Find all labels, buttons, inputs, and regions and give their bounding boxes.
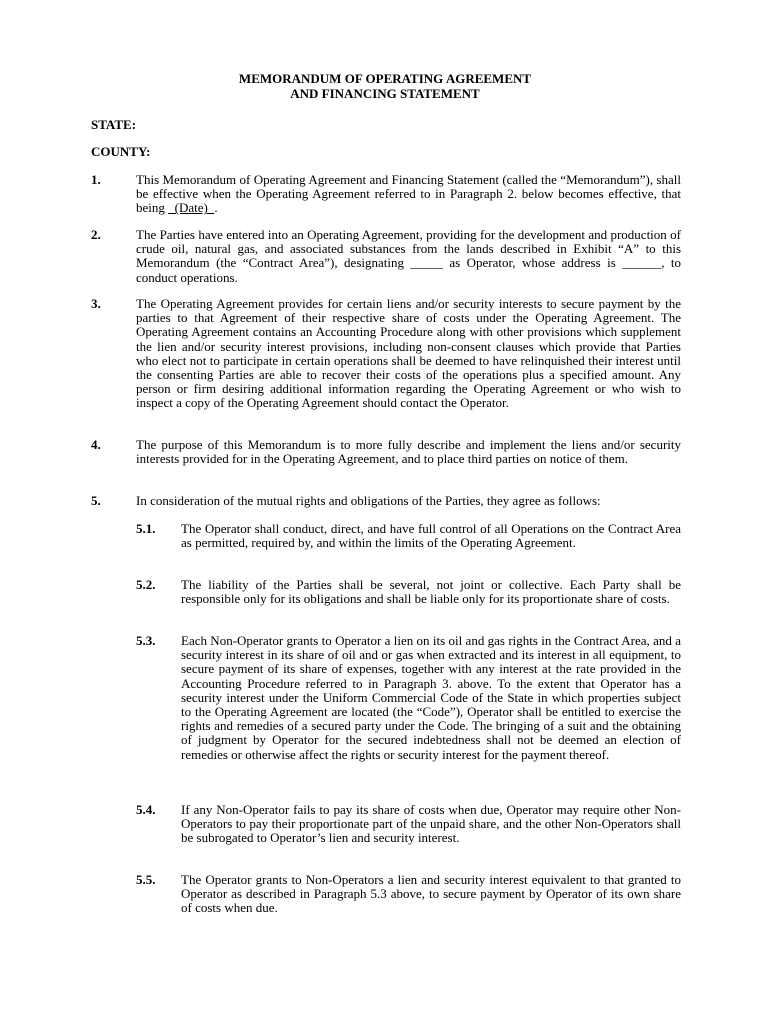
- subparagraph-text: The Operator grants to Non-Operators a lien and security interest equivalent to that granted to Operator as described in Paragraph 5.3 above, to secure payment by Operator of its own share of costs when due.: [181, 872, 681, 916]
- paragraph-number: 3.: [91, 296, 101, 311]
- date-field: (Date): [168, 200, 215, 216]
- county-label: COUNTY:: [91, 144, 151, 159]
- subparagraph-text: The Operator shall conduct, direct, and have full control of all Operations on the Contract Area as permitted, required by, and within the limits of the Operating Agreement.: [181, 521, 681, 551]
- subparagraph-5-3: [136, 634, 681, 762]
- paragraph-number: 1.: [91, 172, 101, 187]
- paragraph-text: The purpose of this Memorandum is to more fully describe and implement the liens and/or security interests provided for in the Operating Agreement, and to place third parties on notice of them.: [136, 437, 681, 467]
- paragraph-number: 2.: [91, 227, 101, 242]
- subparagraph-text: Each Non-Operator grants to Operator a lien on its oil and gas rights in the Contract Area, and a security interest in its share of oil and or gas when extracted and its interest in all equipment, to secure payment of its share of expenses, together with any interest at the rate provided in the Accounting Procedure referred to in Paragraph 3. above. To the extent that Operator has a security interest under the Uniform Commercial Code of the State in which properties subject to the Operating Agreement are located (the “Code”), Operator shall be entitled to exercise the rights and remedies of a secured party under the Code. The bringing of a suit and the obtaining of judgment by Operator for the secured indebtedness shall not be deemed an election of remedies or otherwise affect the rights or security interest for the payment thereof.: [181, 633, 681, 762]
- paragraph-text: The Operating Agreement provides for certain liens and/or security interests to secure payment by the parties to that Agreement of their respective share of costs under the Operating Agreement. The Operating Agreement contains an Accounting Procedure along with other provisions which supplement the lien and/or security interest provisions, including non-consent clauses which provide that Parties who elect not to participate in certain operations shall be deemed to have relinquished their interest until the consenting Parties are able to recover their costs of the operations plus a specified amount. Any person or firm desiring additional information regarding the Operating Agreement or who wish to inspect a copy of the Operating Agreement should contact the Operator.: [136, 296, 681, 411]
- subparagraph-number: 5.5.: [136, 872, 156, 887]
- document-title-line-1: MEMORANDUM OF OPERATING AGREEMENT: [238, 71, 532, 86]
- paragraph-number: 4.: [91, 437, 101, 452]
- subparagraph-number: 5.4.: [136, 802, 156, 817]
- subparagraph-number: 5.1.: [136, 521, 156, 536]
- paragraph-2: [91, 228, 681, 285]
- subparagraph-text: The liability of the Parties shall be several, not joint or collective. Each Party shall be responsible only for its obligations and shall be liable only for its proportionate share of costs.: [181, 577, 681, 607]
- paragraph-text: The Parties have entered into an Operating Agreement, providing for the development and production of crude oil, natural gas, and associated substances from the lands described in Exhibit “A” to this Memorandum (the “Contract Area”), designating _____ as Operator, whose address is ______, to conduct operations.: [136, 227, 681, 285]
- subparagraph-5-5: [136, 873, 681, 916]
- subparagraph-text: If any Non-Operator fails to pay its share of costs when due, Operator may require other Non-Operators to pay their proportionate part of the unpaid share, and the other Non-Operators shall be subrogated to Operator’s lien and security interest.: [181, 802, 681, 846]
- paragraph-3: [91, 297, 681, 411]
- paragraph-1: [91, 173, 681, 216]
- subparagraph-number: 5.2.: [136, 577, 156, 592]
- paragraph-text: This Memorandum of Operating Agreement and Financing Statement (called the “Memorandum”), shall be effective when the Operating Agreement referred to in Paragraph 2. below becomes effective, that being (Date) .: [136, 172, 681, 216]
- document-title-line-2: AND FINANCING STATEMENT: [290, 86, 480, 101]
- subparagraph-5-4: [136, 803, 681, 846]
- paragraph-5: [91, 494, 681, 508]
- subparagraph-5-2: [136, 578, 681, 606]
- paragraph-4: [91, 438, 681, 466]
- subparagraph-number: 5.3.: [136, 633, 156, 648]
- subparagraph-5-1: [136, 522, 681, 550]
- paragraph-number: 5.: [91, 493, 101, 508]
- paragraph-text: In consideration of the mutual rights and obligations of the Parties, they agree as follows:: [136, 493, 601, 508]
- state-label: STATE:: [91, 117, 137, 132]
